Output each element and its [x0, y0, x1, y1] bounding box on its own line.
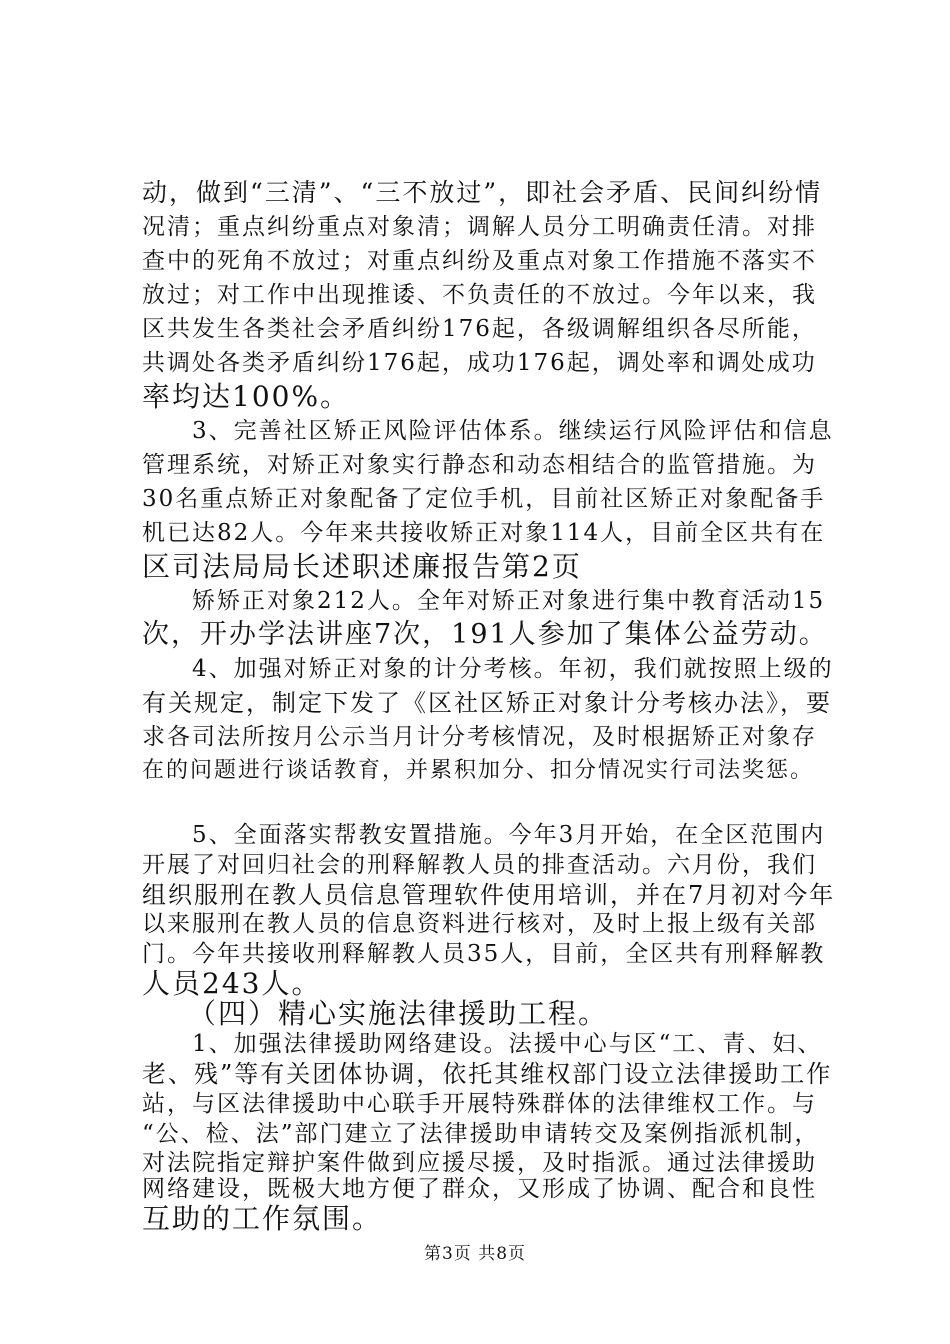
- body-line: 30名重点矫正对象配备了定位手机，目前社区矫正对象配备手: [142, 486, 826, 512]
- body-line: 况清；重点纠纷重点对象清；调解人员分工明确责任清。对排: [142, 214, 817, 240]
- body-line: 矫矫正对象212人。全年对矫正对象进行集中教育活动15: [142, 588, 826, 614]
- body-line: 以来服刑在教人员的信息资料进行核对，及时上报上级有关部: [142, 911, 817, 938]
- body-line: 网络建设，既极大地方便了群众，又形成了协调、配合和良性: [142, 1176, 817, 1203]
- section-heading: （四）精心实施法律援助工程。: [142, 997, 609, 1031]
- body-line: 组织服刑在教人员信息管理软件使用培训，并在7月初对今年: [142, 880, 836, 909]
- body-line: 站，与区法律援助中心联手开展特殊群体的法律维权工作。与: [142, 1090, 817, 1117]
- body-line: “公、检、法”部门建立了法律援助申请转交及案例指派机制，: [142, 1120, 820, 1147]
- body-line: 对法院指定辩护案件做到应援尽援，及时指派。通过法律援助: [142, 1150, 817, 1177]
- body-line: 在的问题进行谈话教育，并累积加分、扣分情况实行司法奖惩。: [142, 758, 815, 783]
- page-footer: 第3页 共8页: [423, 1244, 527, 1264]
- body-line: 开展了对回归社会的刑释解教人员的排查活动。六月份，我们: [142, 851, 817, 878]
- body-line: 动，做到“三清”、“三不放过”，即社会矛盾、民间纠纷情: [142, 178, 823, 207]
- body-line: 有关规定，制定下发了《区社区矫正对象计分考核办法》，要: [142, 689, 832, 717]
- body-line: 次，开办学法讲座7次，191人参加了集体公益劳动。: [142, 619, 828, 650]
- body-line: 3、完善社区矫正风险评估体系。继续运行风险评估和信息: [142, 418, 834, 444]
- body-line: 管理系统，对矫正对象实行静态和动态相结合的监管措施。为: [142, 452, 817, 478]
- body-line: 人员243人。: [142, 967, 322, 1001]
- body-line: 门。今年共接收刑释解教人员35人，目前，全区共有刑释解教: [142, 941, 826, 968]
- body-line: 机已达82人。今年来共接收矫正对象114人，目前全区共有在: [142, 520, 826, 546]
- body-line: 互助的工作氛围。: [142, 1202, 383, 1235]
- body-line: 查中的死角不放过；对重点纠纷及重点对象工作措施不落实不: [142, 248, 817, 274]
- body-line: 1、加强法律援助网络建设。法援中心与区“工、青、妇、: [142, 1030, 823, 1057]
- body-line: 共调处各类矛盾纠纷176起，成功176起，调处率和调处成功: [142, 350, 817, 376]
- body-line: 区共发生各类社会矛盾纠纷176起，各级调解组织各尽所能，: [142, 316, 817, 342]
- body-line: 4、加强对矫正对象的计分考核。年初，我们就按照上级的: [142, 656, 834, 682]
- body-line: 老、残”等有关团体协调，依托其维权部门设立法律援助工作: [142, 1059, 833, 1088]
- body-line: 区司法局局长述职述廉报告第2页: [142, 550, 582, 583]
- body-line: 放过；对工作中出现推诿、不负责任的不放过。今年以来，我: [142, 282, 817, 308]
- body-line: 率均达100%。: [142, 380, 351, 413]
- body-line: 5、全面落实帮教安置措施。今年3月开始，在全区范围内: [142, 821, 826, 848]
- body-line: 求各司法所按月公示当月计分考核情况，及时根据矫正对象存: [142, 724, 817, 750]
